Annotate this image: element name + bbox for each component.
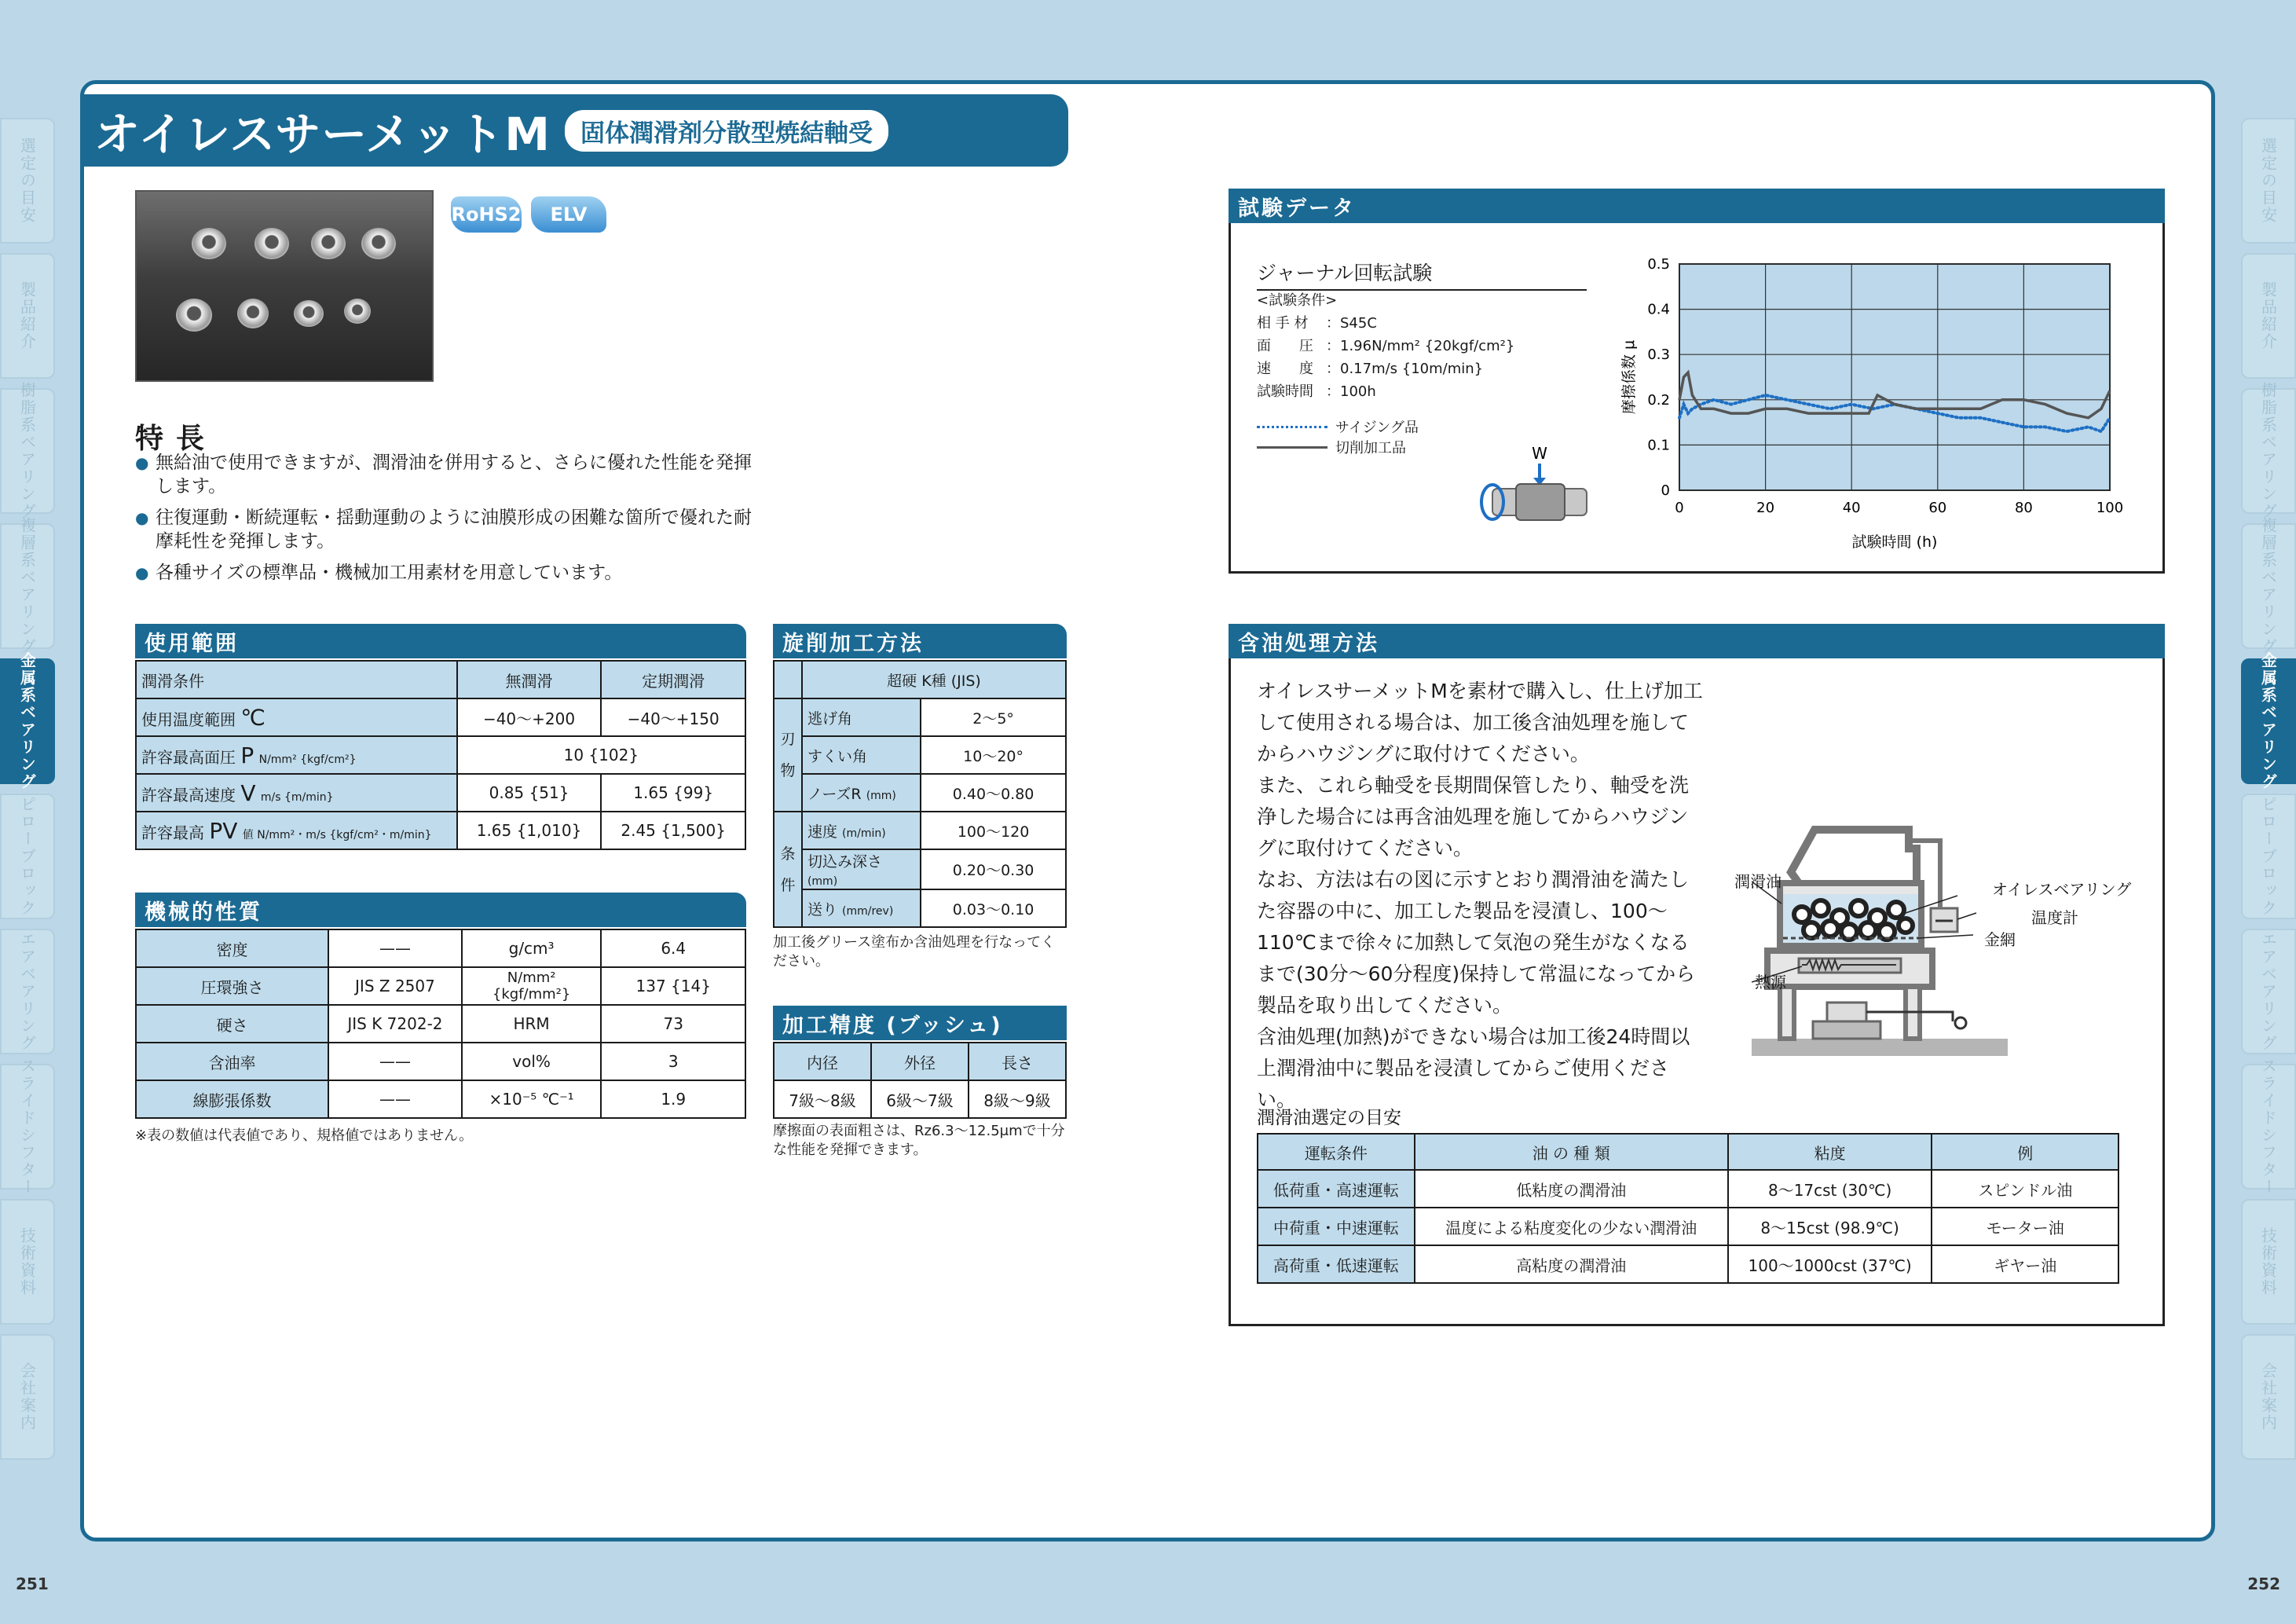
floor-icon — [1752, 1039, 2008, 1056]
table-cell: vol% — [462, 1043, 602, 1080]
table-cell: 高粘度の潤滑油 — [1415, 1245, 1728, 1283]
table-row — [1258, 1134, 2118, 1170]
table-row — [136, 1005, 745, 1043]
table-row — [136, 661, 745, 698]
legend-swatch — [1257, 426, 1327, 428]
oil-paragraph: なお、方法は右の図に示すとおり潤滑油を満たした容器の中に、加工した製品を浸漬し、100〜110℃まで徐々に加熱して気泡の発生がなくなるまで(30分〜60分程度)保持して常温になってから製品を取り出してください。 — [1257, 868, 1696, 1017]
oil-treatment-diagram — [1752, 825, 2019, 1061]
side-tab-label: スライドシフター — [2258, 1058, 2278, 1196]
page-subtitle: 固体潤滑剤分散型焼結軸受 — [565, 110, 888, 152]
table-header-cell: 外径 — [871, 1043, 969, 1080]
side-tab-label: 金属系ベアリング — [2258, 652, 2278, 790]
side-tab-label: 金属系ベアリング — [17, 652, 37, 790]
table-row — [136, 1080, 745, 1118]
page-number-right: 252 — [2247, 1575, 2280, 1593]
table-row — [136, 1043, 745, 1080]
bushing-image — [176, 299, 212, 332]
table-row — [774, 889, 1066, 927]
diagram-label-heat: 熱源 — [1755, 973, 1786, 992]
side-tab[interactable] — [0, 1058, 55, 1196]
table-cell: N/mm² {kgf/mm²} — [462, 967, 602, 1005]
table-header-cell: 長さ — [969, 1043, 1066, 1080]
side-tab[interactable] — [2241, 929, 2296, 1054]
bushing-image — [192, 228, 226, 259]
side-tab-label: 会社案内 — [17, 1362, 37, 1432]
row-label: 低荷重・高速運転 — [1258, 1170, 1415, 1208]
mechanical-table — [135, 929, 746, 1119]
row-label: 送り (mm/rev) — [802, 889, 921, 927]
table-cell: 10〜20° — [921, 736, 1066, 774]
table-cell: 100〜120 — [921, 812, 1066, 849]
table-cell: 0.03〜0.10 — [921, 889, 1066, 927]
table-cell: —— — [328, 1080, 462, 1118]
condition-row: 面 圧 ：1.96N/mm² {20kgf/cm²} — [1257, 338, 1515, 354]
diagram-label-bearing: オイレスベアリング — [1992, 880, 2132, 899]
table-cell: 137 {14} — [601, 967, 745, 1005]
table-row — [136, 698, 745, 736]
row-label: 圧環強さ — [136, 967, 328, 1005]
side-tab-label: エアベアリング — [17, 931, 37, 1052]
side-tab-label: ピローブロック — [2258, 796, 2278, 917]
usage-header: 使用範囲 — [135, 624, 746, 658]
table-cell: 3 — [601, 1043, 745, 1080]
table-cell: 低粘度の潤滑油 — [1415, 1170, 1728, 1208]
side-tab-label: スライドシフター — [17, 1058, 37, 1196]
load-label: W — [1532, 444, 1547, 463]
row-label: 速度 (m/min) — [802, 812, 921, 849]
table-cell: 10 {102} — [457, 736, 745, 774]
row-label: 高荷重・低速運転 — [1258, 1245, 1415, 1283]
journal-test-illustration — [1461, 440, 1602, 542]
x-tick-label: 0 — [1675, 500, 1684, 516]
y-tick-label: 0.1 — [1647, 437, 1670, 454]
side-tab-label: 技術資料 — [2258, 1227, 2278, 1296]
table-cell: 温度による粘度変化の少ない潤滑油 — [1415, 1208, 1728, 1245]
table-row — [136, 812, 745, 849]
table-row — [774, 1043, 1066, 1080]
row-label: 切込み深さ (mm) — [802, 849, 921, 889]
bushing-image — [237, 299, 269, 328]
side-tab[interactable] — [0, 253, 55, 379]
table-cell — [774, 661, 802, 698]
legend-label: 切削加工品 — [1335, 440, 1406, 456]
page-number-left: 251 — [16, 1575, 49, 1593]
table-header-cell: 定期潤滑 — [601, 661, 745, 698]
test-data-header: 試験データ — [1229, 189, 2165, 223]
row-label: 許容最高速度 V m/s {m/min} — [136, 774, 457, 812]
title-bar — [80, 94, 1068, 167]
side-tab-label: 製品紹介 — [2258, 281, 2278, 350]
table-header-cell: 油 の 種 類 — [1415, 1134, 1728, 1170]
table-row — [136, 774, 745, 812]
precision-note: 摩擦面の表面粗さは、Rz6.3〜12.5μmで十分な性能を発揮できます。 — [773, 1123, 1065, 1158]
table-cell: モーター油 — [1932, 1208, 2118, 1245]
y-axis-label: 摩擦係数 μ — [1620, 339, 1638, 415]
container-lid-icon — [1791, 830, 1917, 883]
y-tick-label: 0.5 — [1647, 256, 1670, 273]
friction-chart — [1610, 251, 2152, 550]
table-cell: 0.40〜0.80 — [921, 774, 1066, 812]
row-label: 含油率 — [136, 1043, 328, 1080]
legend-swatch — [1257, 446, 1327, 449]
table-row — [1258, 1245, 2118, 1283]
table-cell: 0.20〜0.30 — [921, 849, 1066, 889]
precision-table — [773, 1042, 1067, 1119]
table-cell: —— — [328, 1043, 462, 1080]
side-tab[interactable] — [0, 118, 55, 244]
side-tab-label: 技術資料 — [17, 1227, 37, 1296]
table-header-cell: 潤滑条件 — [136, 661, 457, 698]
oil-paragraph: オイレスサーメットMを素材で購入し、仕上げ加工して使用される場合は、加工後含油処理を施してからハウジングに取付けてください。 — [1257, 680, 1703, 765]
side-tab[interactable] — [0, 929, 55, 1054]
side-tab-label: 選定の目安 — [17, 137, 37, 224]
row-label: すくい角 — [802, 736, 921, 774]
table-header-cell: 無潤滑 — [457, 661, 602, 698]
side-tab[interactable] — [2241, 118, 2296, 244]
side-tab[interactable] — [2241, 1058, 2296, 1196]
diagram-label-mesh: 金網 — [1984, 930, 2016, 949]
right-side-tabs — [2241, 118, 2296, 1469]
table-cell: ×10⁻⁵ ℃⁻¹ — [462, 1080, 602, 1118]
table-row — [774, 774, 1066, 812]
plot-area — [1679, 264, 2110, 490]
y-tick-label: 0.4 — [1647, 301, 1670, 318]
x-tick-label: 60 — [1928, 500, 1947, 516]
table-cell: JIS Z 2507 — [328, 967, 462, 1005]
row-label: 線膨張係数 — [136, 1080, 328, 1118]
table-row — [136, 929, 745, 967]
oil-treatment-header: 含油処理方法 — [1229, 624, 2165, 658]
side-tab-label: 会社案内 — [2258, 1362, 2278, 1432]
lathe-note: 加工後グリース塗布か含油処理を行なってください。 — [773, 934, 1056, 970]
bushing-image — [361, 228, 396, 259]
row-label: 許容最高 PV 値 N/mm²・m/s {kgf/cm²・m/min} — [136, 812, 457, 849]
bushing-image — [255, 228, 289, 259]
bushing-image — [294, 300, 324, 327]
table-cell: 8〜15cst (98.9℃) — [1728, 1208, 1932, 1245]
table-row — [774, 698, 1066, 736]
diagram-label-oil: 潤滑油 — [1734, 872, 1782, 891]
side-tab[interactable] — [0, 517, 55, 655]
condition-row: 相 手 材 ：S45C — [1257, 315, 1377, 332]
x-tick-label: 100 — [2096, 500, 2124, 516]
row-label: ノーズR (mm) — [802, 774, 921, 812]
side-tab-label: エアベアリング — [2258, 931, 2278, 1052]
lube-title: 潤滑油選定の目安 — [1257, 1108, 1401, 1128]
table-cell: 73 — [601, 1005, 745, 1043]
row-label: 逃げ角 — [802, 698, 921, 736]
table-row — [774, 812, 1066, 849]
table-row — [774, 661, 1066, 698]
oil-paragraphs — [1257, 676, 1705, 1116]
y-tick-label: 0.3 — [1647, 346, 1670, 364]
side-tab[interactable] — [0, 794, 55, 919]
side-tab[interactable] — [0, 1334, 55, 1460]
feature-item: ● 無給油で使用できますが、潤滑油を併用すると、さらに優れた性能を発揮します。 — [135, 451, 764, 498]
table-row — [136, 967, 745, 1005]
table-cell: 2〜5° — [921, 698, 1066, 736]
table-header-cell: 例 — [1932, 1134, 2118, 1170]
table-cell: 8〜17cst (30℃) — [1728, 1170, 1932, 1208]
elv-badge: ELV — [531, 196, 606, 233]
side-tab-label: 複層系ベアリング — [2258, 517, 2278, 655]
table-row — [774, 736, 1066, 774]
side-tab-active[interactable] — [0, 652, 55, 790]
table-row — [1258, 1170, 2118, 1208]
side-tab-label: ピローブロック — [17, 796, 37, 917]
usage-table — [135, 660, 746, 850]
side-tab-label: 複層系ベアリング — [17, 517, 37, 655]
group-label-blade: 刃 物 — [774, 698, 802, 812]
controller-icon — [1827, 1003, 1866, 1021]
chart-title: ジャーナル回転試験 — [1257, 258, 1587, 291]
table-cell: スピンドル油 — [1932, 1170, 2118, 1208]
row-label: 密度 — [136, 929, 328, 967]
plug-icon — [1955, 1017, 1966, 1028]
table-cell: −40〜+150 — [601, 698, 745, 736]
table-row — [774, 849, 1066, 889]
mechanical-header: 機械的性質 — [135, 893, 746, 927]
bushing-image — [344, 299, 371, 324]
side-tab[interactable] — [2241, 517, 2296, 655]
table-cell: 6級〜7級 — [871, 1080, 969, 1118]
table-cell: —— — [328, 929, 462, 967]
table-cell: −40〜+200 — [457, 698, 602, 736]
legend-label: サイジング品 — [1335, 420, 1419, 436]
product-photo — [135, 190, 434, 382]
diagram-label-thermometer: 温度計 — [2031, 908, 2078, 927]
table-header-cell: 運転条件 — [1258, 1134, 1415, 1170]
bushing-image — [311, 228, 346, 259]
lathe-header: 旋削加工方法 — [773, 624, 1067, 658]
x-tick-label: 80 — [2014, 500, 2033, 516]
table-row — [1258, 1208, 2118, 1245]
precision-header: 加工精度 (ブッシュ) — [773, 1006, 1067, 1040]
lube-table — [1257, 1133, 2119, 1284]
features-list — [135, 451, 764, 592]
rohs-badge: RoHS2 — [451, 196, 522, 233]
table-header-cell: 超硬 K種 (JIS) — [802, 661, 1066, 698]
x-axis-label: 試験時間 (h) — [1851, 533, 1938, 550]
side-tab[interactable] — [2241, 1199, 2296, 1325]
side-tab[interactable] — [0, 382, 55, 520]
side-tab[interactable] — [0, 1199, 55, 1325]
table-cell: g/cm³ — [462, 929, 602, 967]
side-tab[interactable] — [2241, 794, 2296, 919]
y-tick-label: 0 — [1661, 482, 1670, 499]
oil-paragraph: また、これら軸受を長期間保管したり、軸受を洗浄した場合には再含油処理を施してからハウジングに取付けてください。 — [1257, 774, 1690, 860]
side-tab-active[interactable] — [2241, 652, 2296, 790]
legend-sizing — [1257, 416, 1419, 437]
leader-line — [1918, 935, 1973, 938]
y-tick-label: 0.2 — [1647, 391, 1670, 409]
left-side-tabs — [0, 118, 55, 1469]
condition-row: 試験時間 ：100h — [1257, 383, 1376, 400]
table-cell: 6.4 — [601, 929, 745, 967]
features-title: 特長 — [135, 423, 218, 455]
conditions-title: <試験条件> — [1257, 292, 1338, 309]
feature-item: ● 往復運動・断続運転・揺動運動のように油膜形成の困難な箇所で優れた耐摩耗性を発揮します。 — [135, 506, 764, 553]
table-cell: ギヤー油 — [1932, 1245, 2118, 1283]
stand-leg-icon — [1780, 987, 1794, 1039]
row-label: 許容最高面圧 P N/mm² {kgf/cm²} — [136, 736, 457, 774]
table-cell: 7級〜8級 — [774, 1080, 871, 1118]
legend-cut — [1257, 437, 1406, 457]
page-title: オイレスサーメットM — [94, 108, 551, 161]
row-label: 中荷重・中速運転 — [1258, 1208, 1415, 1245]
table-cell: HRM — [462, 1005, 602, 1043]
table-cell: 1.9 — [601, 1080, 745, 1118]
bearing-icon — [1516, 484, 1565, 520]
table-cell: JIS K 7202-2 — [328, 1005, 462, 1043]
test-conditions — [1257, 289, 1514, 403]
side-tab-label: 樹脂系ベアリング — [2258, 382, 2278, 520]
table-header-cell: 内径 — [774, 1043, 871, 1080]
lathe-table — [773, 660, 1067, 928]
side-tab-label: 樹脂系ベアリング — [17, 382, 37, 520]
x-tick-label: 40 — [1842, 500, 1861, 516]
side-tab-label: 製品紹介 — [17, 281, 37, 350]
side-tab[interactable] — [2241, 1334, 2296, 1460]
mechanical-note: ※表の数値は代表値であり、規格値ではありません。 — [135, 1127, 474, 1144]
group-label-cond: 条 件 — [774, 812, 802, 927]
row-label: 使用温度範囲 ℃ — [136, 698, 457, 736]
table-cell: 1.65 {99} — [601, 774, 745, 812]
table-cell: 0.85 {51} — [457, 774, 602, 812]
table-cell: 100〜1000cst (37℃) — [1728, 1245, 1932, 1283]
oil-paragraph: 含油処理(加熱)ができない場合は加工後24時間以上潤滑油中に製品を浸漬してからご使用ください。 — [1257, 1025, 1690, 1111]
table-row — [136, 736, 745, 774]
table-cell: 8級〜9級 — [969, 1080, 1066, 1118]
row-label: 硬さ — [136, 1005, 328, 1043]
feature-item: ● 各種サイズの標準品・機械加工用素材を用意しています。 — [135, 561, 764, 585]
controller-base-icon — [1813, 1021, 1880, 1039]
table-row — [774, 1080, 1066, 1118]
side-tab[interactable] — [2241, 253, 2296, 379]
side-tab[interactable] — [2241, 382, 2296, 520]
x-tick-label: 20 — [1756, 500, 1775, 516]
table-cell: 1.65 {1,010} — [457, 812, 602, 849]
side-tab-label: 選定の目安 — [2258, 137, 2278, 224]
table-header-cell: 粘度 — [1728, 1134, 1932, 1170]
condition-row: 速 度 ：0.17m/s {10m/min} — [1257, 361, 1484, 377]
leader-line — [1957, 913, 1976, 919]
table-cell: 2.45 {1,500} — [601, 812, 745, 849]
